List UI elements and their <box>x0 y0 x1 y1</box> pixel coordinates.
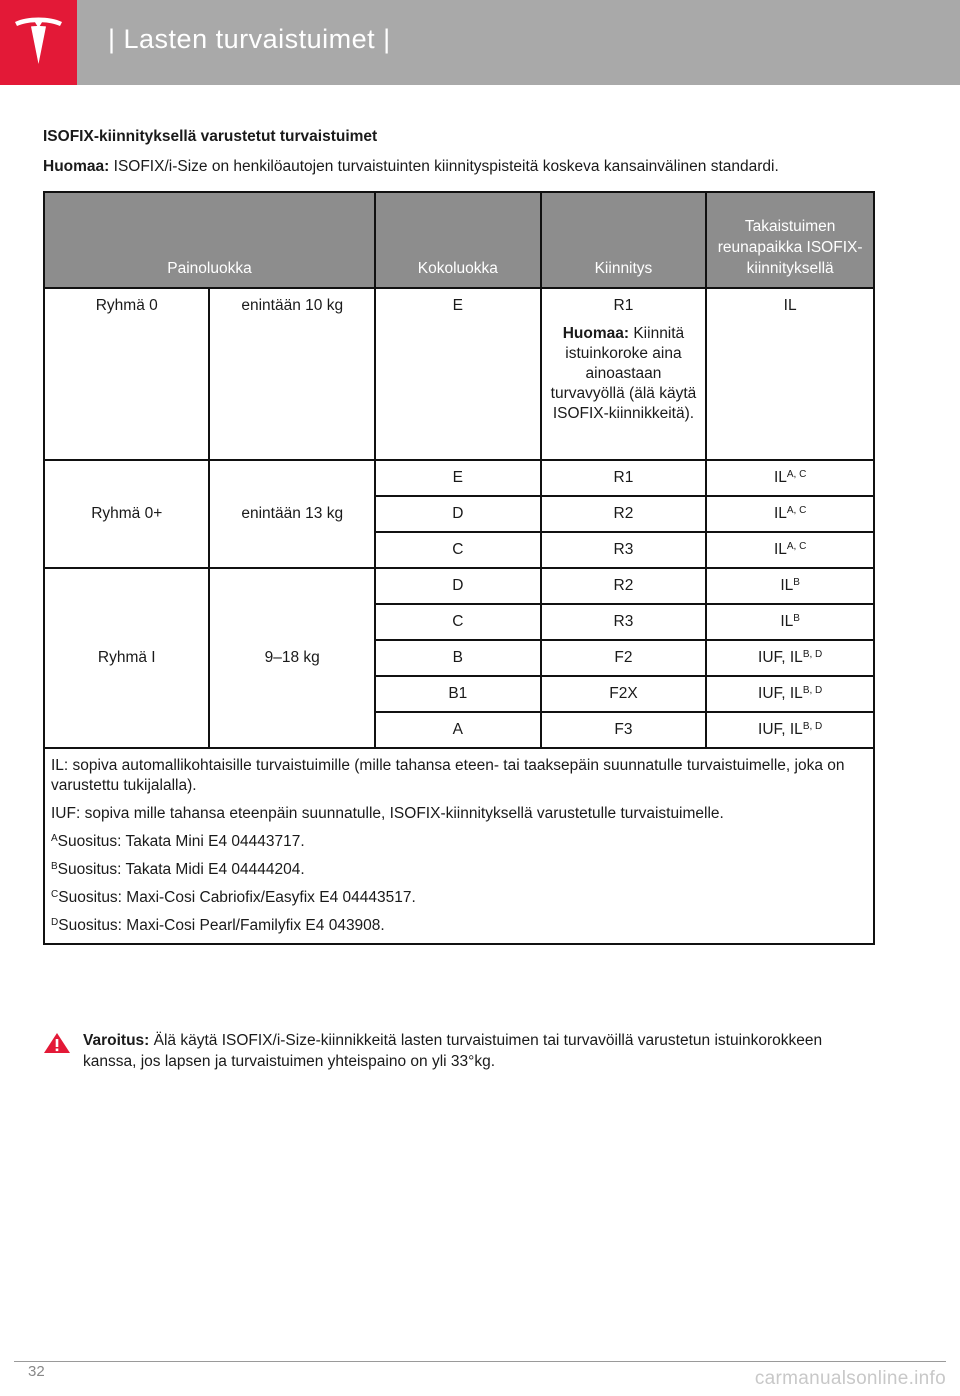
brand-logo <box>0 0 77 85</box>
footer-divider <box>14 1361 946 1362</box>
fixture-cell: F2 <box>541 640 707 676</box>
legend-cell <box>44 748 874 944</box>
footnote-a <box>51 832 867 852</box>
size-cell: C <box>375 532 541 568</box>
warning-text-block <box>83 1030 875 1072</box>
position-cell: IL <box>706 288 874 460</box>
fixture-note-cell <box>541 288 707 460</box>
section-title: ISOFIX-kiinnityksellä varustetut turvaistuimet <box>43 128 378 145</box>
table-row <box>44 288 874 460</box>
main-content <box>43 128 875 945</box>
header-fixture: Kiinnitys <box>541 192 707 288</box>
size-cell: B <box>375 640 541 676</box>
footnote-mark: C <box>51 889 59 900</box>
position-cell <box>706 460 874 496</box>
page-header <box>0 0 960 85</box>
position-cell <box>706 496 874 532</box>
legend-row <box>44 748 874 944</box>
intro-note <box>43 156 875 177</box>
warning-block <box>43 1030 875 1072</box>
footnote-mark: B <box>793 577 800 588</box>
footnote-mark: B, D <box>802 721 823 732</box>
footnote-mark: B, D <box>802 685 823 696</box>
page-title: | Lasten turvaistuimet | <box>108 24 391 54</box>
table-header-row <box>44 192 874 288</box>
watermark: carmanualsonline.info <box>754 1368 946 1389</box>
footnote-text: Suositus: Takata Midi E4 04444204. <box>57 861 305 878</box>
fixture-cell: F2X <box>541 676 707 712</box>
fixture-cell: R3 <box>541 532 707 568</box>
header-rear-position: Takaistuimen reunapaikka ISOFIX-kiinnityksellä <box>706 192 874 288</box>
warning-icon <box>43 1032 71 1054</box>
footnote-b <box>51 860 867 880</box>
position-value: IUF, IL <box>758 649 803 666</box>
header-size-class: Kokoluokka <box>375 192 541 288</box>
position-value: IL <box>773 541 787 558</box>
footnote-text: Suositus: Maxi-Cosi Cabriofix/Easyfix E4 04443517. <box>58 889 416 906</box>
group-cell: Ryhmä I <box>44 568 209 748</box>
size-cell: D <box>375 568 541 604</box>
table-row <box>44 568 874 604</box>
position-cell <box>706 568 874 604</box>
position-value: IUF, IL <box>758 685 803 702</box>
footnote-c <box>51 888 867 908</box>
group-cell: Ryhmä 0+ <box>44 460 209 568</box>
size-cell: D <box>375 496 541 532</box>
footnote-mark: D <box>51 917 59 928</box>
footnote-text: Suositus: Takata Mini E4 04443717. <box>57 833 305 850</box>
position-cell <box>706 604 874 640</box>
size-cell: E <box>375 460 541 496</box>
fixture-cell: F3 <box>541 712 707 748</box>
group-cell: Ryhmä 0 <box>44 288 209 460</box>
size-cell: A <box>375 712 541 748</box>
weight-cell: enintään 10 kg <box>209 288 375 460</box>
footnote-mark: A, C <box>786 541 807 552</box>
footnote-mark: B, D <box>802 649 823 660</box>
weight-cell: enintään 13 kg <box>209 460 375 568</box>
position-cell <box>706 712 874 748</box>
footnote-d <box>51 916 867 936</box>
position-value: IL <box>773 469 787 486</box>
position-cell <box>706 640 874 676</box>
size-cell: C <box>375 604 541 640</box>
position-cell <box>706 532 874 568</box>
header-weight-class: Painoluokka <box>44 192 375 288</box>
size-cell: B1 <box>375 676 541 712</box>
tesla-logo-icon <box>11 14 66 71</box>
footnote-mark: A, C <box>786 505 807 516</box>
fixture-value: R1 <box>613 297 634 314</box>
page-number: 32 <box>28 1363 45 1380</box>
size-cell: E <box>375 288 541 460</box>
footnote-text: Suositus: Maxi-Cosi Pearl/Familyfix E4 043908. <box>58 917 385 934</box>
fixture-note-label: Huomaa: <box>562 325 630 342</box>
footnote-mark: A <box>51 833 58 844</box>
fixture-note-text: Kiinnitä istuinkoroke aina ainoastaan turvavyöllä (älä käytä ISOFIX-kiinnikkeitä). <box>550 325 697 422</box>
fixture-cell: R3 <box>541 604 707 640</box>
weight-cell: 9–18 kg <box>209 568 375 748</box>
note-text: ISOFIX/i-Size on henkilöautojen turvaistuinten kiinnityspisteitä koskeva kansainvälinen standardi. <box>113 158 779 175</box>
fixture-cell: R2 <box>541 568 707 604</box>
position-value: IL <box>780 613 794 630</box>
footnote-mark: A, C <box>786 469 807 480</box>
legend-iuf: IUF: sopiva mille tahansa eteenpäin suunnatulle, ISOFIX-kiinnityksellä varustetulle turvaistuimelle. <box>51 805 724 822</box>
table-row <box>44 460 874 496</box>
footnote-mark: B <box>793 613 800 624</box>
position-cell <box>706 676 874 712</box>
fixture-cell: R2 <box>541 496 707 532</box>
warning-label: Varoitus: <box>83 1032 150 1049</box>
footnote-mark: B <box>51 861 58 872</box>
fixture-cell: R1 <box>541 460 707 496</box>
position-value: IL <box>773 505 787 522</box>
warning-text: Älä käytä ISOFIX/i-Size-kiinnikkeitä lasten turvaistuimen tai turvavöillä varustetun istuinkorokkeen kanssa, jos lapsen ja turvaistuimen yhteispaino on yli 33°kg. <box>83 1032 823 1070</box>
fixture-note <box>548 324 700 424</box>
legend-il: IL: sopiva automallikohtaisille turvaistuimille (mille tahansa eteen- tai taaksepäin suunnatulle turvaistuimelle, joka on varustettu tukijalalla). <box>51 757 845 794</box>
position-value: IUF, IL <box>758 721 803 738</box>
isofix-table <box>43 191 875 945</box>
note-label: Huomaa: <box>43 158 110 175</box>
position-value: IL <box>780 577 794 594</box>
